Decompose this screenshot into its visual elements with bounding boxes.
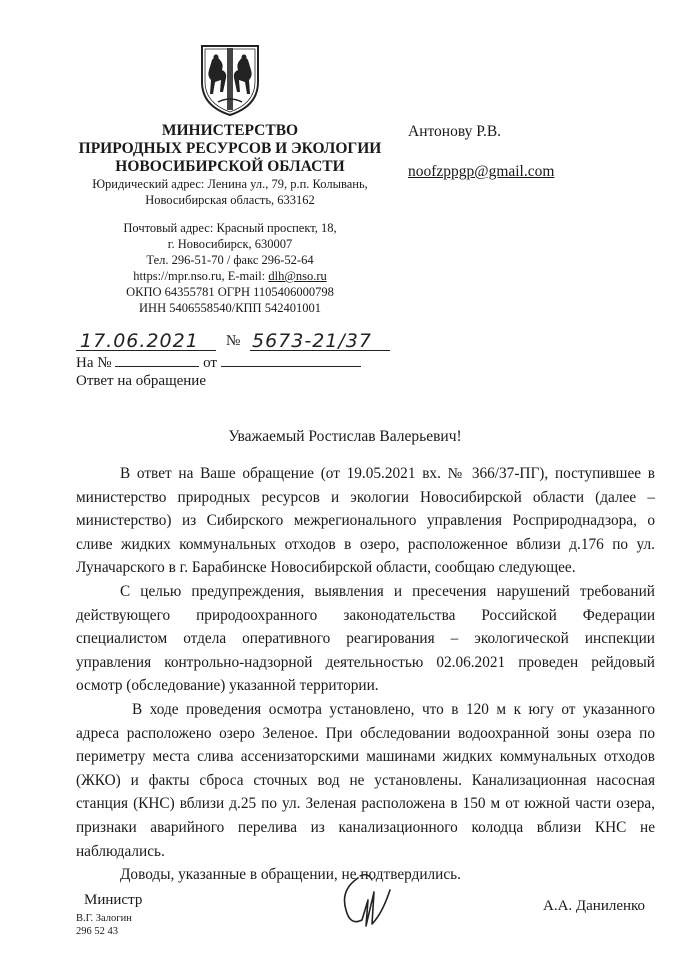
- registration-number: 5673-21/37: [252, 330, 372, 352]
- ministry-name-line: МИНИСТЕРСТВО: [161, 122, 299, 139]
- recipient-email-link[interactable]: noofzppgp@gmail.com: [408, 163, 555, 180]
- signer-position: Министр: [84, 892, 143, 908]
- postal-address-line: г. Новосибирск, 630007: [167, 237, 293, 251]
- salutation: Уважаемый Ростислав Валерьевич!: [228, 428, 462, 445]
- inn-kpp: ИНН 5406558540/КПП 542401001: [139, 301, 321, 315]
- web-email-line: [70, 268, 390, 284]
- body-paragraph: В ходе проведения осмотра установлено, что в 120 м к югу от указанного адреса расположено озеро Зеленое. При обследовании водоохранной зоны озера по периметру места слива ассенизаторскими машинами жидких коммунальных отходов (ЖКО) и факты сброса сточных вод не установлены. Канализационная насосная станция (КНС) вблизи д.25 по ул. Зеленая расположена в 150 м от южной части озера, признаки аварийного перелива из канализационного колодца вблизи КНС не наблюдались.: [76, 700, 655, 860]
- coat-of-arms-icon: [198, 42, 262, 118]
- subject-line: Ответ на обращение: [76, 373, 206, 389]
- executor-phone: 296 52 43: [76, 926, 118, 937]
- number-label: №: [226, 333, 241, 349]
- postal-address-line: Почтовый адрес: Красный проспект, 18,: [123, 221, 337, 235]
- ministry-email-link[interactable]: dlh@nso.ru: [268, 269, 327, 283]
- executor-name: В.Г. Залогин: [76, 913, 132, 924]
- registration-line: [76, 330, 406, 352]
- ministry-name-line: НОВОСИБИРСКОЙ ОБЛАСТИ: [115, 158, 345, 175]
- website-text: https://mpr.nso.ru, E-mail:: [133, 269, 269, 283]
- recipient-block: [408, 122, 554, 182]
- ministry-name-line: ПРИРОДНЫХ РЕСУРСОВ И ЭКОЛОГИИ: [78, 140, 382, 157]
- registration-date: 17.06.2021: [80, 330, 199, 352]
- handwritten-signature-icon: [338, 870, 396, 930]
- body-paragraph: С целью предупреждения, выявления и пресечения нарушений требований действующего природоохранного законодательства Российской Федерации специалистом отдела оперативного реагирования – экологической инспекции управления контрольно-надзорной деятельностью 02.06.2021 проведен рейдовый осмотр (обследование) указанной территории.: [76, 582, 655, 695]
- body-paragraph: Доводы, указанные в обращении, не подтвердились.: [120, 866, 461, 884]
- signer-name: А.А. Даниленко: [543, 898, 646, 914]
- ministry-header: [70, 122, 390, 316]
- body-paragraph: В ответ на Ваше обращение (от 19.05.2021 вх. № 366/37-ПГ), поступившее в министерство природных ресурсов и экологии Новосибирской области (далее – министерство) из Сибирского межрегионального управления Росприроднадзора, о сливе жидких коммунальных отходов в озеро, расположенное вблизи д.176 по ул. Луначарского в г. Барабинске Новосибирской области, сообщаю следующее.: [76, 465, 655, 577]
- recipient-name: Антонову Р.В.: [408, 123, 502, 140]
- reference-line: [76, 354, 361, 372]
- okpo-ogrn: ОКПО 64355781 ОГРН 1105406000798: [126, 285, 334, 299]
- legal-address-line: Юридический адрес: Ленина ул., 79, р.п. Колывань,: [92, 177, 368, 191]
- ref-from: от: [203, 355, 217, 371]
- ref-date-blank: [221, 354, 361, 367]
- date-underline: [76, 350, 216, 351]
- ref-prefix: На №: [76, 355, 112, 371]
- number-underline: [250, 350, 390, 351]
- executor-info: [76, 912, 132, 938]
- ref-number-blank: [115, 354, 199, 367]
- phone-fax: Тел. 296-51-70 / факс 296-52-64: [146, 253, 314, 267]
- letter-body: [76, 462, 655, 887]
- legal-address-line: Новосибирская область, 633162: [145, 193, 315, 207]
